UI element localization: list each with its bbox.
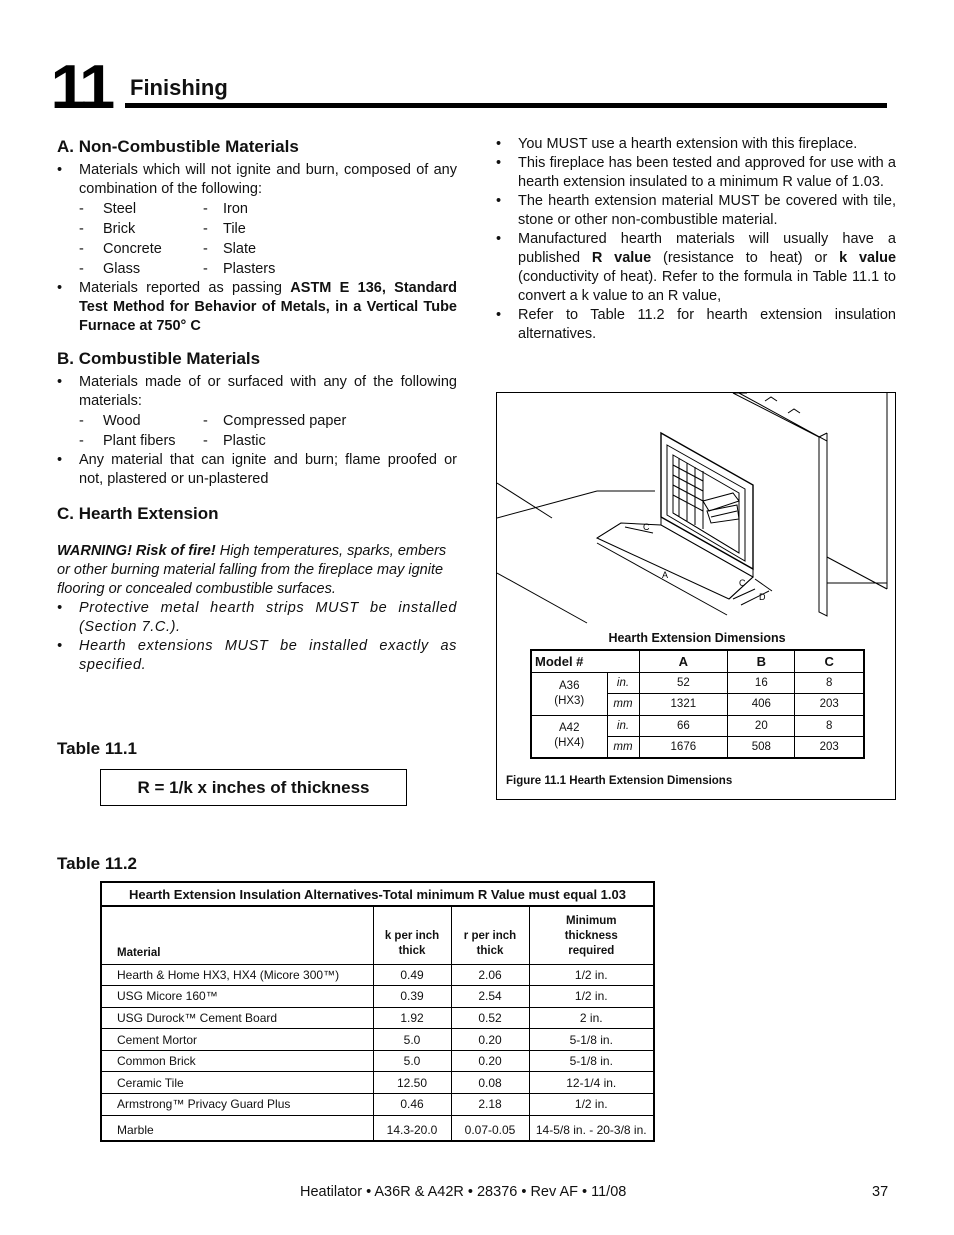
section-a-heading: A. Non-Combustible Materials bbox=[57, 137, 299, 156]
thickness-cell: 14-5/8 in. - 20-3/8 in. bbox=[529, 1115, 654, 1141]
column-header: r per inch thick bbox=[451, 906, 529, 964]
list-item bbox=[57, 161, 457, 199]
list-item bbox=[57, 599, 457, 637]
list-item bbox=[57, 373, 457, 411]
table-caption: Hearth Extension Insulation Alternatives-Total minimum R Value must equal 1.03 bbox=[101, 882, 654, 906]
unit-cell: mm bbox=[607, 694, 639, 716]
warning-text: High temperatures, sparks, embers or other burning material falling from the fireplace may ignite flooring or concealed combustible surfaces. bbox=[57, 543, 447, 597]
section-c-heading: C. Hearth Extension bbox=[57, 504, 219, 523]
r-cell: 0.20 bbox=[451, 1029, 529, 1051]
hearth-dimensions-table bbox=[530, 649, 865, 759]
footer-text: Heatilator • A36R & A42R • 28376 • Rev AF • 11/08 bbox=[300, 1184, 627, 1200]
table-header-row bbox=[531, 650, 864, 672]
r-cell: 2.54 bbox=[451, 986, 529, 1008]
k-cell: 12.50 bbox=[373, 1072, 451, 1094]
bullet-text: You MUST use a hearth extension with this fireplace. bbox=[518, 136, 858, 152]
warning-label: WARNING! Risk of fire! bbox=[57, 543, 216, 559]
value-cell: 406 bbox=[728, 694, 795, 716]
table-row bbox=[101, 1029, 654, 1051]
non-combustible-list: - Steel - Iron - Brick - Tile - Concrete - Slate - Glass - Plasters bbox=[79, 199, 457, 279]
material-cell: Ceramic Tile bbox=[101, 1072, 373, 1094]
table-row bbox=[101, 1115, 654, 1141]
material-item: Iron bbox=[223, 201, 248, 217]
column-header: k per inch thick bbox=[373, 906, 451, 964]
thickness-cell: 12-1/4 in. bbox=[529, 1072, 654, 1094]
list-item bbox=[57, 279, 457, 336]
model-name: A42 bbox=[559, 722, 580, 735]
material-item: Plastic bbox=[223, 433, 266, 449]
table-row bbox=[101, 1094, 654, 1116]
hearth-requirements bbox=[496, 135, 896, 344]
k-cell: 0.49 bbox=[373, 964, 451, 986]
bullet-text: This fireplace has been tested and approved for use with a hearth extension insulated to a minimum R value of 1.03. bbox=[518, 155, 896, 190]
bullet-text: (conductivity of heat). Refer to the formula in Table 11.1 to convert a k value to an R value, bbox=[518, 269, 896, 304]
column-header: B bbox=[728, 650, 795, 672]
table-row bbox=[101, 1072, 654, 1094]
value-cell: 203 bbox=[795, 694, 864, 716]
table-row bbox=[531, 672, 864, 694]
fire-warning bbox=[57, 542, 457, 599]
bullet-text: Any material that can ignite and burn; flame proofed or not, plastered or un-plastered bbox=[79, 452, 457, 487]
bullet-text: (resistance to heat) or bbox=[651, 250, 840, 266]
bullet-text: Protective metal hearth strips MUST be installed (Section 7.C.). bbox=[79, 600, 457, 635]
model-code: (HX4) bbox=[554, 737, 585, 750]
material-item: Glass bbox=[103, 261, 141, 277]
material-cell: USG Durock™ Cement Board bbox=[101, 1007, 373, 1029]
material-item: Tile bbox=[223, 221, 246, 237]
material-cell: Hearth & Home HX3, HX4 (Micore 300™) bbox=[101, 964, 373, 986]
material-cell: Cement Mortor bbox=[101, 1029, 373, 1051]
value-cell: 16 bbox=[728, 672, 795, 694]
column-header: Material bbox=[101, 906, 373, 964]
material-cell: Common Brick bbox=[101, 1050, 373, 1072]
material-item: Steel bbox=[103, 201, 137, 217]
unit-cell: in. bbox=[607, 672, 639, 694]
material-item: Plasters bbox=[223, 261, 276, 277]
dim-label-d: D bbox=[759, 592, 766, 602]
k-cell: 0.46 bbox=[373, 1094, 451, 1116]
bullet-text: Materials made of or surfaced with any of the following materials: bbox=[79, 374, 457, 409]
k-cell: 1.92 bbox=[373, 1007, 451, 1029]
r-cell: 0.07-0.05 bbox=[451, 1115, 529, 1141]
page-number: 37 bbox=[872, 1184, 889, 1200]
table-row bbox=[531, 715, 864, 737]
material-item: Plant fibers bbox=[103, 433, 176, 449]
insulation-alternatives-table bbox=[100, 881, 655, 1142]
astm-reference: ASTM E 136, Standard Test Method for Behavior of Metals, in a Vertical Tube Furnace at 750° C bbox=[79, 280, 457, 334]
material-item: Wood bbox=[103, 413, 141, 429]
list-item bbox=[57, 451, 457, 489]
value-cell: 203 bbox=[795, 737, 864, 759]
thickness-cell: 1/2 in. bbox=[529, 986, 654, 1008]
r-value-term: R value bbox=[591, 250, 652, 266]
value-cell: 1321 bbox=[639, 694, 728, 716]
section-b bbox=[57, 349, 457, 489]
column-header: C bbox=[795, 650, 864, 672]
bullet-text: Materials reported as passing bbox=[79, 280, 291, 296]
section-c bbox=[57, 504, 457, 675]
chapter-rule bbox=[125, 103, 887, 108]
list-item bbox=[57, 637, 457, 675]
dims-title: Hearth Extension Dimensions bbox=[608, 631, 786, 645]
material-item: Compressed paper bbox=[223, 413, 347, 429]
r-value-formula: R = 1/k x inches of thickness bbox=[100, 769, 407, 806]
material-cell: Armstrong™ Privacy Guard Plus bbox=[101, 1094, 373, 1116]
table-header-row bbox=[101, 906, 654, 964]
list-item bbox=[496, 306, 896, 344]
fireplace-illustration bbox=[497, 393, 897, 628]
chapter-title: Finishing bbox=[130, 75, 228, 100]
unit-cell: in. bbox=[607, 715, 639, 737]
material-cell: Marble bbox=[101, 1115, 373, 1141]
table-row bbox=[101, 964, 654, 986]
list-item bbox=[496, 230, 896, 306]
figure-caption: Figure 11.1 Hearth Extension Dimensions bbox=[506, 775, 733, 787]
thickness-cell: 5-1/8 in. bbox=[529, 1050, 654, 1072]
model-cell bbox=[531, 715, 607, 758]
column-header: Model # bbox=[531, 650, 639, 672]
r-cell: 0.20 bbox=[451, 1050, 529, 1072]
bullet-text: Hearth extensions MUST be installed exactly as specified. bbox=[79, 638, 457, 673]
k-cell: 5.0 bbox=[373, 1029, 451, 1051]
r-cell: 0.52 bbox=[451, 1007, 529, 1029]
k-cell: 14.3-20.0 bbox=[373, 1115, 451, 1141]
combustible-list: - Wood - Compressed paper - Plant fibers - Plastic bbox=[79, 411, 457, 451]
dim-label-c: C bbox=[739, 578, 746, 588]
list-item bbox=[496, 154, 896, 192]
chapter-number: 11 bbox=[50, 53, 111, 122]
list-item bbox=[496, 192, 896, 230]
material-item: Concrete bbox=[103, 241, 162, 257]
model-name: A36 bbox=[559, 679, 580, 692]
model-code: (HX3) bbox=[554, 694, 585, 707]
thickness-cell: 5-1/8 in. bbox=[529, 1029, 654, 1051]
k-value-term: k value bbox=[839, 250, 897, 266]
k-cell: 5.0 bbox=[373, 1050, 451, 1072]
column-header: Minimum thickness required bbox=[529, 906, 654, 964]
bullet-text: Materials which will not ignite and burn, composed of any combination of the following: bbox=[79, 162, 457, 197]
unit-cell: mm bbox=[607, 737, 639, 759]
material-item: Brick bbox=[103, 221, 136, 237]
section-a bbox=[57, 137, 457, 336]
thickness-cell: 1/2 in. bbox=[529, 1094, 654, 1116]
dim-label-a: A bbox=[662, 570, 669, 580]
r-cell: 2.06 bbox=[451, 964, 529, 986]
value-cell: 8 bbox=[795, 672, 864, 694]
table-row bbox=[101, 1007, 654, 1029]
bullet-text: Refer to Table 11.2 for hearth extension insulation alternatives. bbox=[518, 307, 896, 342]
value-cell: 20 bbox=[728, 715, 795, 737]
model-cell bbox=[531, 672, 607, 715]
list-item bbox=[496, 135, 896, 154]
table-row bbox=[101, 1050, 654, 1072]
table-row bbox=[101, 986, 654, 1008]
value-cell: 508 bbox=[728, 737, 795, 759]
value-cell: 1676 bbox=[639, 737, 728, 759]
r-cell: 2.18 bbox=[451, 1094, 529, 1116]
material-item: Slate bbox=[223, 241, 257, 257]
r-cell: 0.08 bbox=[451, 1072, 529, 1094]
value-cell: 52 bbox=[639, 672, 728, 694]
value-cell: 66 bbox=[639, 715, 728, 737]
figure-11-1 bbox=[496, 392, 896, 800]
table-11-1-label: Table 11.1 bbox=[57, 739, 138, 758]
thickness-cell: 2 in. bbox=[529, 1007, 654, 1029]
table-11-2-label: Table 11.2 bbox=[57, 854, 138, 873]
k-cell: 0.39 bbox=[373, 986, 451, 1008]
section-b-heading: B. Combustible Materials bbox=[57, 349, 261, 368]
bullet-text: Manufactured hearth materials will usually have a published bbox=[518, 231, 896, 266]
column-header: A bbox=[639, 650, 728, 672]
thickness-cell: 1/2 in. bbox=[529, 964, 654, 986]
dim-label-c: C bbox=[643, 522, 650, 532]
material-cell: USG Micore 160™ bbox=[101, 986, 373, 1008]
value-cell: 8 bbox=[795, 715, 864, 737]
bullet-text: The hearth extension material MUST be covered with tile, stone or other non-combustible material. bbox=[518, 193, 896, 228]
